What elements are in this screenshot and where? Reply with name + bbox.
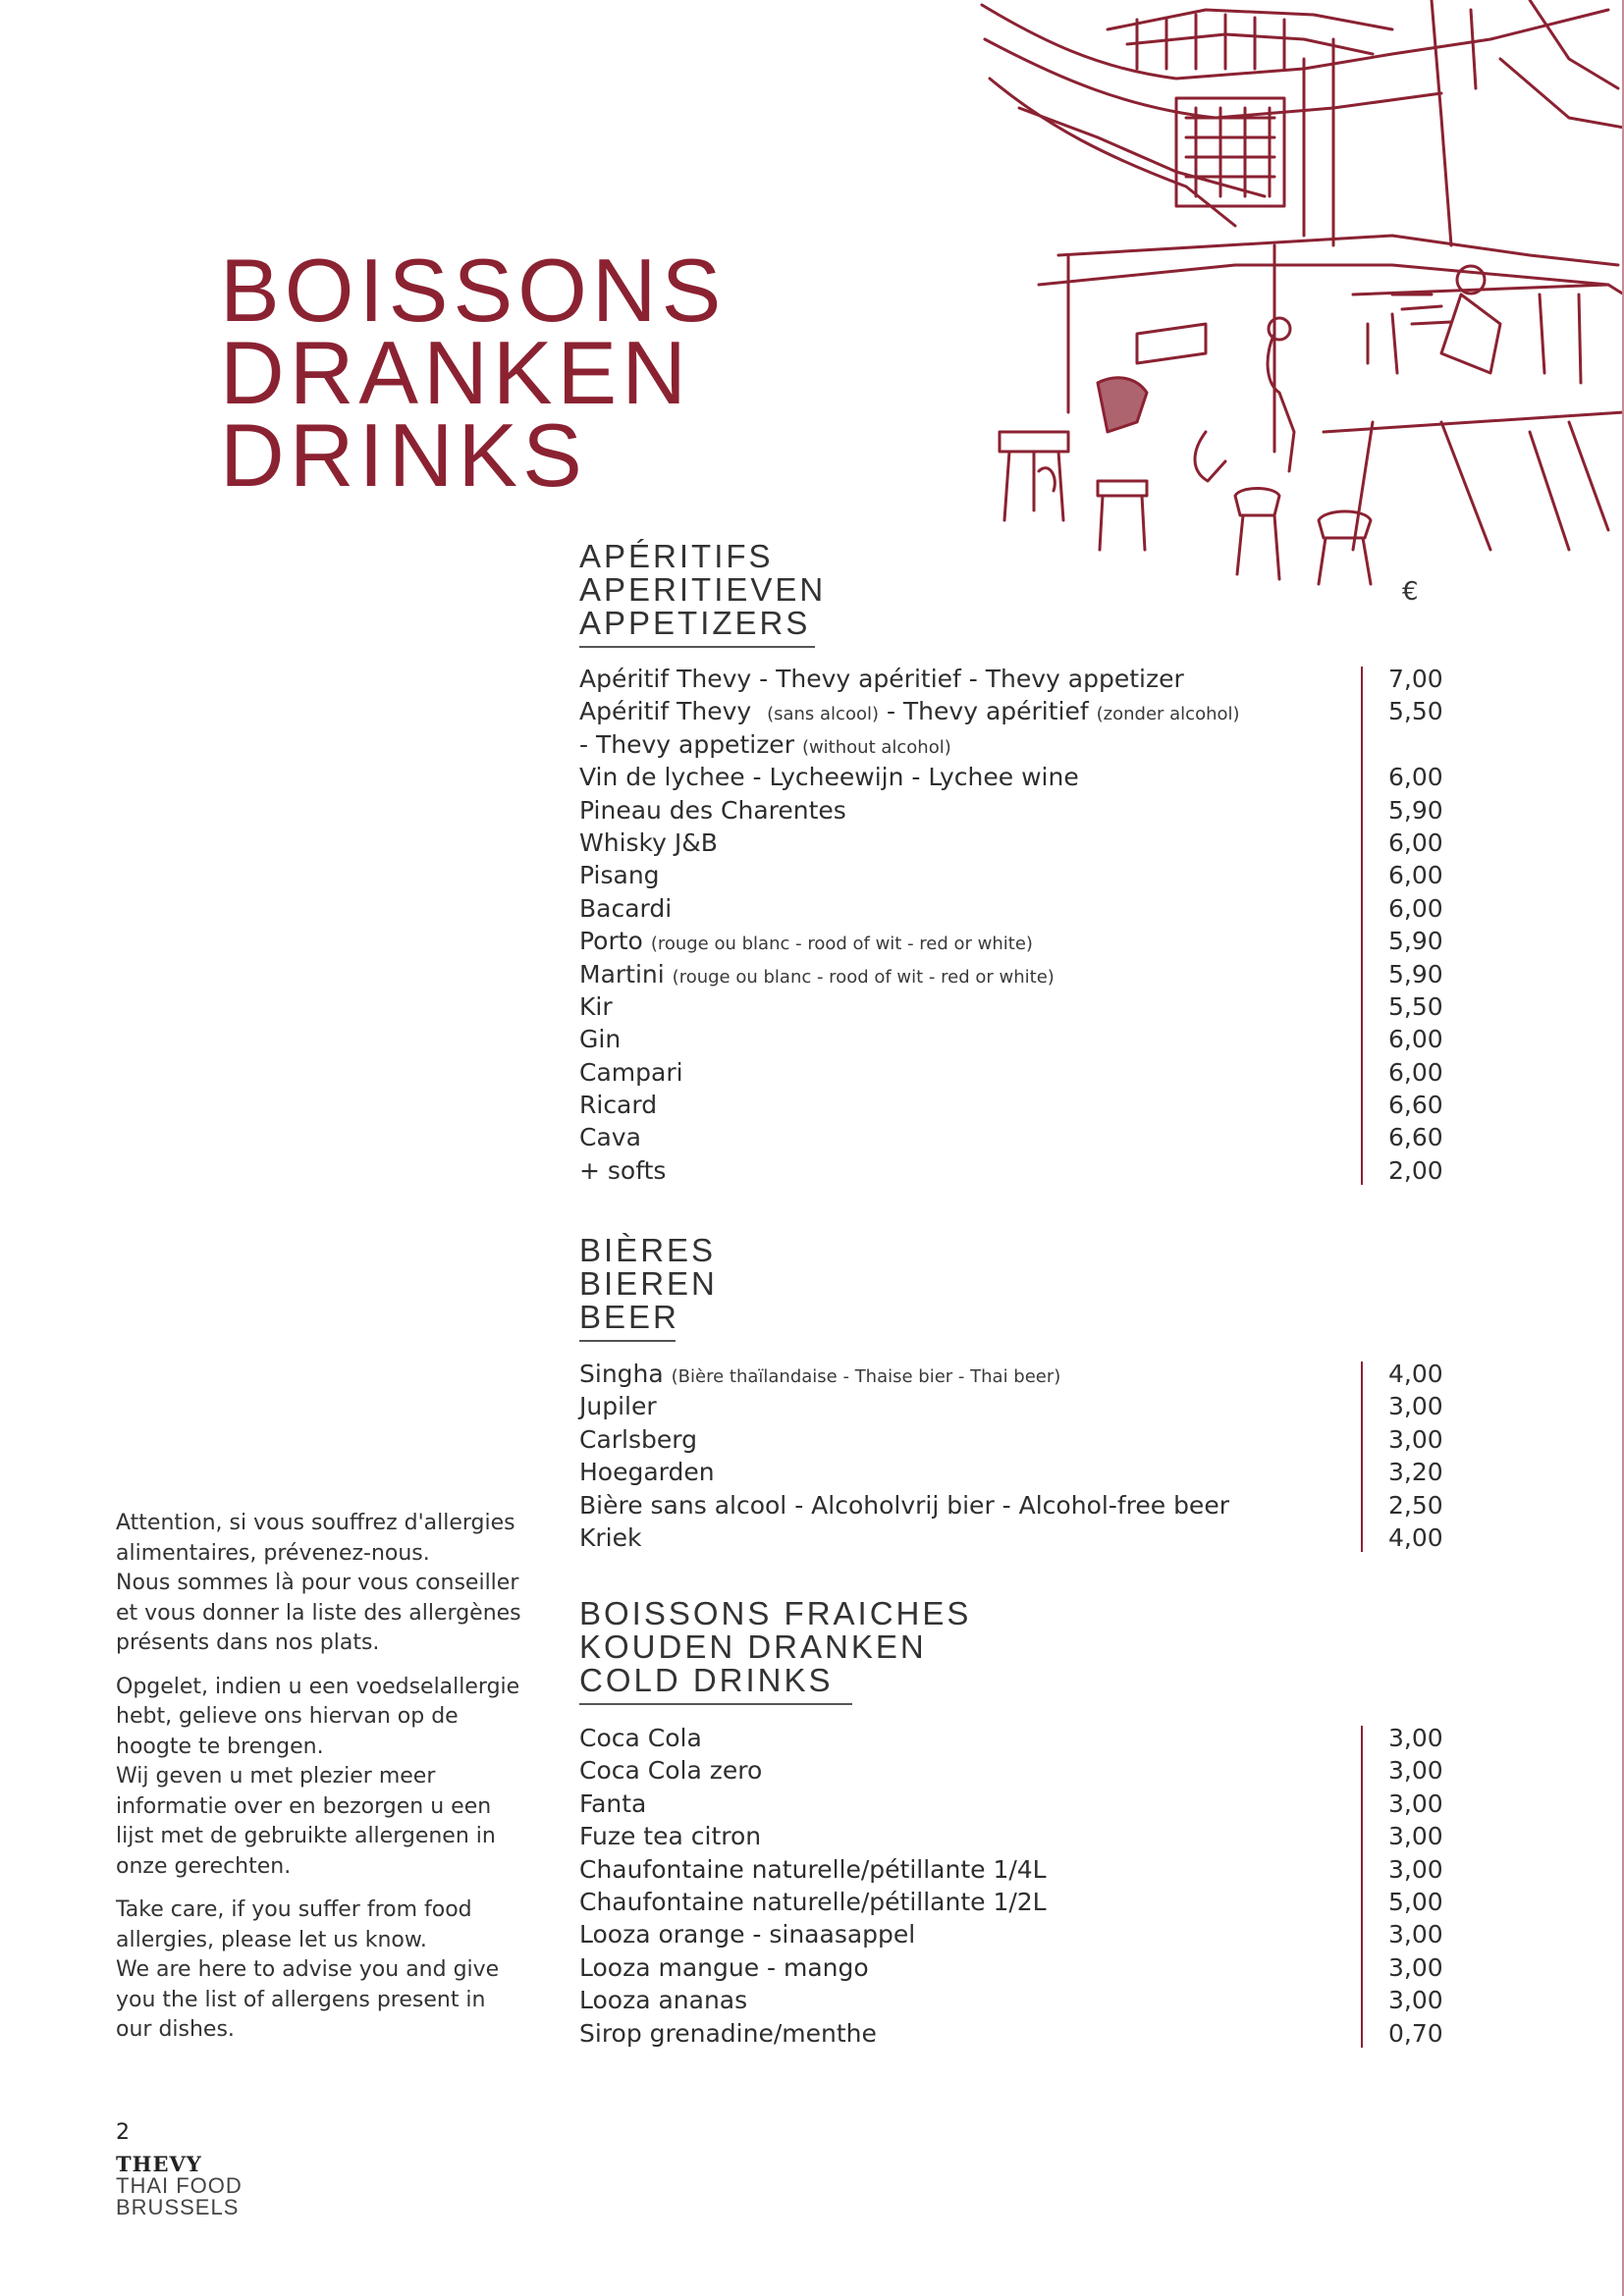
menu-item	[579, 1390, 1453, 1422]
item-note: (sans alcool)	[767, 704, 879, 725]
section-heading-line: APPETIZERS	[579, 605, 811, 641]
item-price: 0,70	[1388, 2018, 1443, 2048]
item-price: 5,90	[1388, 927, 1443, 956]
item-price: 6,60	[1388, 1123, 1443, 1152]
item-price: 6,00	[1388, 1057, 1443, 1087]
notice-line: alimentaires, prévenez-nous.	[116, 1540, 430, 1566]
notice-line: We are here to advise you and give	[116, 1957, 500, 1982]
section-heading-line: BIEREN	[579, 1265, 718, 1302]
item-name: Carlsberg	[579, 1424, 697, 1454]
item-name: Jupiler	[579, 1392, 657, 1421]
notice-line: onze gerechten.	[116, 1853, 292, 1879]
menu-item	[579, 1754, 1453, 1787]
item-name: Apéritif Thevy - Thevy apéritief - Thevy appetizer	[579, 665, 1184, 693]
menu-item	[579, 1023, 1453, 1055]
menu-item	[579, 1788, 1453, 1820]
page-number: 2	[116, 2120, 130, 2145]
cold-drinks-list	[579, 1722, 1453, 2050]
menu-item	[579, 1456, 1453, 1488]
item-name: Kir	[579, 991, 613, 1021]
item-note: (rouge ou blanc - rood of wit - red or white)	[672, 966, 1055, 988]
allergy-notice-nl	[116, 1673, 568, 1883]
section-heading-aperitifs	[579, 540, 826, 648]
item-name: Cava	[579, 1123, 641, 1152]
menu-item	[579, 892, 1453, 925]
menu-item	[579, 761, 1453, 793]
menu-item	[579, 1853, 1453, 1886]
item-price: 2,00	[1388, 1155, 1443, 1185]
notice-line: Take care, if you suffer from food	[116, 1897, 472, 1922]
item-price: 6,00	[1388, 828, 1443, 857]
item-name: Coca Cola zero	[579, 1756, 763, 1786]
item-price: 3,20	[1388, 1458, 1443, 1487]
section-heading-line: BEER	[579, 1299, 679, 1335]
item-name: Vin de lychee - Lycheewijn - Lychee wine	[579, 763, 1079, 792]
section-heading-rule	[579, 646, 815, 648]
page-title	[220, 241, 727, 506]
item-price: 3,00	[1388, 1724, 1443, 1752]
menu-item	[579, 1951, 1453, 1984]
item-name: Looza orange - sinaasappel	[579, 1920, 916, 1949]
notice-line: Nous sommes là pour vous conseiller	[116, 1571, 519, 1595]
item-name: Kriek	[579, 1522, 642, 1552]
allergy-notice-en	[116, 1896, 568, 2046]
menu-item	[579, 990, 1453, 1023]
item-price: 3,00	[1388, 1822, 1443, 1851]
item-name: Whisky J&B	[579, 828, 718, 857]
item-name: Looza ananas	[579, 1986, 748, 2015]
section-heading-line: BOISSONS FRAICHES	[579, 1595, 972, 1631]
menu-item	[579, 2017, 1453, 2050]
section-heading-rule	[579, 1340, 676, 1342]
item-name: Chaufontaine naturelle/pétillante 1/2L	[579, 1887, 1047, 1916]
brand-name: THEVY	[116, 2152, 202, 2176]
item-price: 4,00	[1388, 1360, 1443, 1388]
notice-line: our dishes.	[116, 2017, 235, 2042]
menu-item	[579, 1154, 1453, 1187]
title-line-en: DRINKS	[220, 406, 587, 506]
menu-item-continuation	[579, 728, 1453, 761]
item-note: (rouge ou blanc - rood of wit - red or white)	[650, 934, 1033, 955]
notice-line: Opgelet, indien u een voedselallergie	[116, 1674, 520, 1699]
menu-item	[579, 1056, 1453, 1089]
currency-symbol: €	[1402, 577, 1419, 607]
notice-line: hoogte te brengen.	[116, 1734, 324, 1759]
item-name: Looza mangue - mango	[579, 1952, 869, 1982]
item-price: 6,60	[1388, 1091, 1443, 1120]
item-name: Porto	[579, 927, 643, 956]
menu-item	[579, 695, 1453, 727]
menu-item	[579, 1089, 1453, 1121]
menu-item	[579, 827, 1453, 859]
item-name: Pisang	[579, 861, 660, 890]
beers-list	[579, 1358, 1453, 1554]
item-price: 5,50	[1388, 697, 1443, 726]
item-name: Hoegarden	[579, 1458, 715, 1487]
notice-line: hebt, gelieve ons hiervan op de	[116, 1704, 459, 1729]
menu-item	[579, 663, 1453, 695]
section-heading-line: BIÈRES	[579, 1232, 717, 1268]
item-name: Gin	[579, 1025, 622, 1054]
title-line-nl: DRANKEN	[220, 324, 691, 423]
section-heading-line: APÉRITIFS	[579, 538, 774, 574]
item-price: 3,00	[1388, 1952, 1443, 1982]
item-price: 5,00	[1388, 1887, 1443, 1916]
item-name: Apéritif Thevy	[579, 697, 752, 726]
item-price: 3,00	[1388, 1854, 1443, 1884]
menu-item	[579, 1722, 1453, 1754]
section-heading-beers	[579, 1234, 718, 1342]
item-name: Martini	[579, 959, 665, 988]
item-name: - Thevy appetizer	[579, 729, 794, 759]
brand-tagline-line: BRUSSELS	[116, 2195, 240, 2219]
item-name: Sirop grenadine/menthe	[579, 2018, 877, 2048]
item-price: 3,00	[1388, 1789, 1443, 1818]
item-name: Bière sans alcool - Alcoholvrij bier - Alcohol-free beer	[579, 1490, 1229, 1520]
notice-line: Attention, si vous souffrez d'allergies	[116, 1511, 515, 1535]
item-name: Bacardi	[579, 893, 673, 923]
menu-item	[579, 1423, 1453, 1456]
menu-item	[579, 794, 1453, 827]
section-heading-line: KOUDEN DRANKEN	[579, 1629, 927, 1665]
item-note: (without alcohol)	[801, 736, 951, 758]
item-name: Fanta	[579, 1789, 647, 1818]
item-name: Chaufontaine naturelle/pétillante 1/4L	[579, 1854, 1047, 1884]
item-name: Campari	[579, 1057, 683, 1087]
item-price: 3,00	[1388, 1392, 1443, 1421]
aperitifs-list	[579, 663, 1453, 1187]
item-price: 5,50	[1388, 991, 1443, 1021]
item-name: Fuze tea citron	[579, 1822, 762, 1851]
section-heading-rule	[579, 1703, 852, 1705]
notice-line: you the list of allergens present in	[116, 1987, 486, 2012]
title-line-fr: BOISSONS	[220, 241, 727, 341]
item-price: 3,00	[1388, 1920, 1443, 1949]
item-price: 2,50	[1388, 1490, 1443, 1520]
allergy-notice	[116, 1509, 568, 2059]
menu-item	[579, 1358, 1453, 1390]
menu-item	[579, 1984, 1453, 2016]
item-name: Pineau des Charentes	[579, 795, 846, 825]
item-price: 3,00	[1388, 1756, 1443, 1786]
menu-item	[579, 1121, 1453, 1153]
menu-item	[579, 958, 1453, 990]
section-heading-line: APERITIEVEN	[579, 571, 827, 608]
item-price: 4,00	[1388, 1522, 1443, 1552]
menu-item	[579, 859, 1453, 891]
brand-tagline-line: THAI FOOD	[116, 2173, 243, 2198]
item-price: 6,00	[1388, 1025, 1443, 1054]
section-heading-line: COLD DRINKS	[579, 1662, 834, 1698]
item-price: 5,90	[1388, 959, 1443, 988]
section-heading-cold-drinks	[579, 1597, 971, 1705]
item-price: 3,00	[1388, 1424, 1443, 1454]
notice-line: lijst met de gebruikte allergenen in	[116, 1824, 496, 1848]
menu-item	[579, 1820, 1453, 1852]
menu-item	[579, 1522, 1453, 1554]
allergy-notice-fr	[116, 1509, 568, 1659]
item-price: 6,00	[1388, 861, 1443, 890]
street-market-sketch-illustration	[980, 0, 1624, 589]
menu-item	[579, 1489, 1453, 1522]
notice-line: allergies, please let us know.	[116, 1927, 427, 1952]
item-name: Singha	[579, 1360, 664, 1388]
menu-item	[579, 925, 1453, 957]
item-name-secondary: - Thevy apéritief	[879, 697, 1089, 726]
footer-brand	[116, 2154, 243, 2218]
item-price: 6,00	[1388, 893, 1443, 923]
item-price: 3,00	[1388, 1986, 1443, 2015]
menu-item	[579, 1918, 1453, 1950]
item-note: (Bière thaïlandaise - Thaise bier - Thai beer)	[671, 1366, 1061, 1387]
notice-line: Wij geven u met plezier meer	[116, 1764, 436, 1789]
menu-item	[579, 1886, 1453, 1918]
item-note-secondary: (zonder alcohol)	[1096, 704, 1240, 725]
item-name: + softs	[579, 1155, 667, 1185]
notice-line: présents dans nos plats.	[116, 1630, 380, 1655]
item-name: Ricard	[579, 1091, 658, 1120]
notice-line: informatie over en bezorgen u een	[116, 1793, 492, 1819]
notice-line: et vous donner la liste des allergènes	[116, 1600, 521, 1626]
item-price: 7,00	[1388, 665, 1443, 693]
item-name: Coca Cola	[579, 1724, 702, 1752]
item-price: 6,00	[1388, 763, 1443, 792]
item-price: 5,90	[1388, 795, 1443, 825]
